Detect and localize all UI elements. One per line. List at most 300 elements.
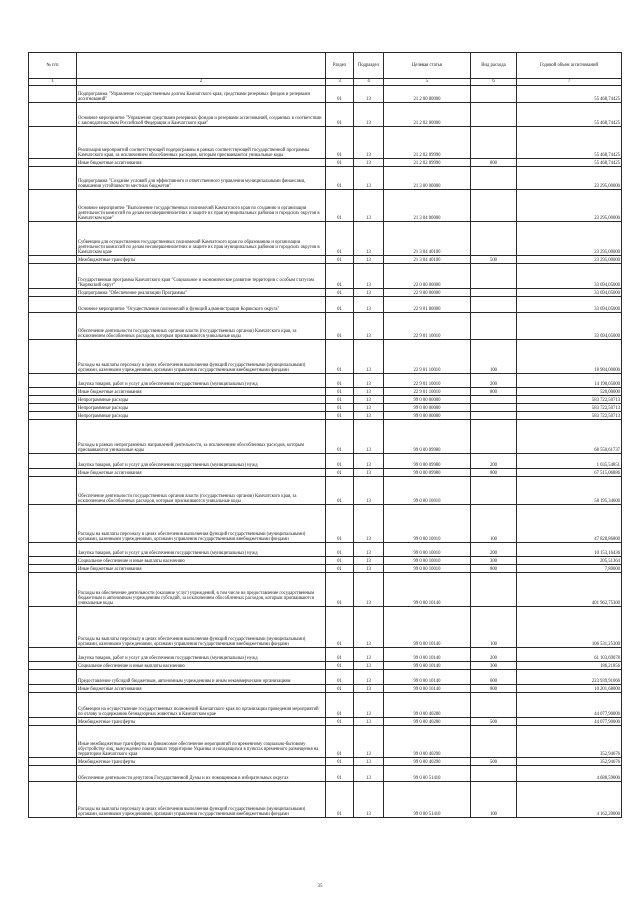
budget-allocation-table bbox=[28, 52, 622, 818]
row-expense-type bbox=[471, 573, 517, 607]
row-name: Обеспечение деятельности государственных органов власти (государственных органов) Камчатского края, за исключением обособленных расходов, которым присваиваются уникальные коды bbox=[77, 313, 326, 340]
row-podrazdel: 13 bbox=[354, 543, 384, 557]
row-target-article: 22 9 01 10010 bbox=[384, 388, 471, 396]
row-amount: 33 694,05000 bbox=[517, 313, 622, 340]
table-row bbox=[29, 693, 622, 718]
row-name: Государственная программа Камчатского края "Социальное и экономическое развитие территории с особым статусом "Корякский округ" bbox=[77, 264, 326, 289]
row-podrazdel: 13 bbox=[354, 726, 384, 758]
row-razdel: 01 bbox=[326, 412, 354, 420]
row-name: Расходы на обеспечение деятельности (оказание услуг) учреждений, в том числе на предоставление государственным бюджетным и автономным учреждениям субсидий, за исключением обособленных расходов, которым присваиваются уникальные коды bbox=[77, 573, 326, 607]
row-target-article: 21 2 02 00000 bbox=[384, 103, 471, 127]
header-podrazdel: Подраздел bbox=[354, 53, 384, 79]
table-row bbox=[29, 190, 622, 222]
row-expense-type bbox=[471, 313, 517, 340]
row-target-article: 99 0 00 10010 bbox=[384, 543, 471, 557]
header-num: № п/п bbox=[29, 53, 77, 79]
row-razdel: 01 bbox=[326, 374, 354, 388]
table-row bbox=[29, 256, 622, 264]
row-name: Субвенции на осуществление государственных полномочий Камчатского края по организации проведения мероприятий по отлову и содержанию безнадзорных животных в Камчатском крае bbox=[77, 693, 326, 718]
row-podrazdel: 13 bbox=[354, 127, 384, 159]
row-podrazdel: 13 bbox=[354, 662, 384, 670]
row-target-article: 99 0 00 10140 bbox=[384, 662, 471, 670]
row-num bbox=[29, 557, 77, 565]
row-razdel: 01 bbox=[326, 404, 354, 412]
row-amount: 583 722,50713 bbox=[517, 404, 622, 412]
row-num bbox=[29, 477, 77, 505]
row-podrazdel: 13 bbox=[354, 289, 384, 297]
row-podrazdel: 13 bbox=[354, 670, 384, 685]
header-target-article: Целевая статья bbox=[384, 53, 471, 79]
row-podrazdel: 13 bbox=[354, 469, 384, 477]
row-expense-type: 200 bbox=[471, 648, 517, 662]
row-razdel: 01 bbox=[326, 505, 354, 543]
row-expense-type: 300 bbox=[471, 662, 517, 670]
row-razdel: 01 bbox=[326, 693, 354, 718]
row-razdel: 01 bbox=[326, 718, 354, 726]
row-razdel: 01 bbox=[326, 662, 354, 670]
row-name: Закупка товаров, работ и услуг для обеспечения государственных (муниципальных) нужд bbox=[77, 374, 326, 388]
row-num bbox=[29, 505, 77, 543]
row-razdel: 01 bbox=[326, 543, 354, 557]
row-amount: 55 468,74425 bbox=[517, 86, 622, 103]
row-expense-type: 800 bbox=[471, 469, 517, 477]
row-name: Расходы на выплаты персоналу в целях обеспечения выполнения функций государственными (муниципальными) органами, казенными учреждениями, органами управления государственными внебюджетными фондами bbox=[77, 340, 326, 374]
table-row bbox=[29, 648, 622, 662]
row-name: Реализация мероприятий соответствующей подпрограммы в рамках соответствующей государственной программы Камчатского края, за исключением обособленных расходов, которым присваиваются уникальные коды bbox=[77, 127, 326, 159]
row-expense-type bbox=[471, 190, 517, 222]
row-target-article: 21 2 02 09990 bbox=[384, 159, 471, 167]
column-numbers-row bbox=[29, 79, 622, 86]
table-row bbox=[29, 454, 622, 469]
table-row bbox=[29, 758, 622, 766]
row-razdel: 01 bbox=[326, 726, 354, 758]
row-podrazdel: 13 bbox=[354, 685, 384, 693]
row-razdel: 01 bbox=[326, 557, 354, 565]
row-target-article: 21 3 00 00000 bbox=[384, 167, 471, 190]
row-target-article: 99 0 00 10010 bbox=[384, 477, 471, 505]
table-row bbox=[29, 412, 622, 420]
row-target-article: 99 0 00 00000 bbox=[384, 412, 471, 420]
column-number: 5 bbox=[384, 79, 471, 86]
row-podrazdel: 13 bbox=[354, 693, 384, 718]
table-row bbox=[29, 718, 622, 726]
row-podrazdel: 13 bbox=[354, 782, 384, 818]
row-num bbox=[29, 256, 77, 264]
table-row bbox=[29, 340, 622, 374]
table-row bbox=[29, 396, 622, 404]
row-amount: 33 694,05000 bbox=[517, 289, 622, 297]
row-num bbox=[29, 685, 77, 693]
table-row bbox=[29, 404, 622, 412]
row-num bbox=[29, 662, 77, 670]
row-target-article: 99 0 00 10140 bbox=[384, 670, 471, 685]
row-expense-type: 200 bbox=[471, 543, 517, 557]
row-num bbox=[29, 313, 77, 340]
row-name: Непрограммные расходы bbox=[77, 396, 326, 404]
row-razdel: 01 bbox=[326, 159, 354, 167]
table-body bbox=[29, 79, 622, 818]
row-podrazdel: 13 bbox=[354, 86, 384, 103]
row-amount: 223 939,91066 bbox=[517, 670, 622, 685]
row-amount: 47 828,86800 bbox=[517, 505, 622, 543]
row-amount: 4 162,20000 bbox=[517, 782, 622, 818]
row-num bbox=[29, 693, 77, 718]
row-amount: 58 195,34600 bbox=[517, 477, 622, 505]
row-expense-type bbox=[471, 420, 517, 454]
row-amount: 583 722,50713 bbox=[517, 412, 622, 420]
column-number: 6 bbox=[471, 79, 517, 86]
row-name: Социальное обеспечение и иные выплаты населению bbox=[77, 557, 326, 565]
row-amount: 44 077,90000 bbox=[517, 693, 622, 718]
table-row bbox=[29, 469, 622, 477]
row-expense-type bbox=[471, 264, 517, 289]
row-expense-type bbox=[471, 396, 517, 404]
table-row bbox=[29, 670, 622, 685]
row-razdel: 01 bbox=[326, 420, 354, 454]
row-razdel: 01 bbox=[326, 222, 354, 256]
row-target-article: 21 3 04 40100 bbox=[384, 222, 471, 256]
row-target-article: 21 3 04 00000 bbox=[384, 190, 471, 222]
row-amount: 10 153,16436 bbox=[517, 543, 622, 557]
row-expense-type bbox=[471, 222, 517, 256]
row-target-article: 99 0 00 10010 bbox=[384, 557, 471, 565]
row-amount: 67 515,06886 bbox=[517, 469, 622, 477]
row-expense-type bbox=[471, 103, 517, 127]
row-num bbox=[29, 420, 77, 454]
row-expense-type: 800 bbox=[471, 685, 517, 693]
row-expense-type: 100 bbox=[471, 340, 517, 374]
row-name: Закупка товаров, работ и услуг для обеспечения государственных (муниципальных) нужд bbox=[77, 543, 326, 557]
row-razdel: 01 bbox=[326, 766, 354, 782]
row-num bbox=[29, 103, 77, 127]
row-num bbox=[29, 297, 77, 313]
row-num bbox=[29, 454, 77, 469]
row-amount: 55 468,74425 bbox=[517, 127, 622, 159]
row-num bbox=[29, 374, 77, 388]
row-target-article: 99 0 00 10010 bbox=[384, 505, 471, 543]
row-num bbox=[29, 565, 77, 573]
table-row bbox=[29, 159, 622, 167]
row-amount: 44 077,90000 bbox=[517, 718, 622, 726]
row-num bbox=[29, 718, 77, 726]
row-name: Межбюджетные трансферты bbox=[77, 718, 326, 726]
row-name: Непрограммные расходы bbox=[77, 412, 326, 420]
row-amount: 205,51364 bbox=[517, 557, 622, 565]
row-name: Иные бюджетные ассигнования bbox=[77, 685, 326, 693]
column-number: 1 bbox=[29, 79, 77, 86]
column-number: 3 bbox=[326, 79, 354, 86]
row-expense-type bbox=[471, 167, 517, 190]
row-expense-type bbox=[471, 412, 517, 420]
row-target-article: 99 0 00 00000 bbox=[384, 396, 471, 404]
row-amount: 186,21856 bbox=[517, 662, 622, 670]
row-razdel: 01 bbox=[326, 565, 354, 573]
row-amount: 55 468,74425 bbox=[517, 159, 622, 167]
row-expense-type: 800 bbox=[471, 388, 517, 396]
row-name: Подпрограмма "Управление государственным долгом Камчатского края, средствами резервных фондов и резервами ассигнований" bbox=[77, 86, 326, 103]
row-num bbox=[29, 726, 77, 758]
row-podrazdel: 13 bbox=[354, 388, 384, 396]
row-razdel: 01 bbox=[326, 256, 354, 264]
row-expense-type: 500 bbox=[471, 256, 517, 264]
row-razdel: 01 bbox=[326, 313, 354, 340]
row-amount: 61 103,69078 bbox=[517, 648, 622, 662]
row-razdel: 01 bbox=[326, 477, 354, 505]
row-expense-type: 100 bbox=[471, 505, 517, 543]
header-razdel: Раздел bbox=[326, 53, 354, 79]
row-expense-type bbox=[471, 289, 517, 297]
row-podrazdel: 13 bbox=[354, 648, 384, 662]
row-target-article: 22 9 01 10010 bbox=[384, 374, 471, 388]
row-razdel: 01 bbox=[326, 607, 354, 648]
row-name: Иные межбюджетные трансферты на финансовое обеспечение мероприятий по временному социально-бытовому обустройству лиц, вынужденно покинувших территорию Украины и находящихся в пунктах временного размещения на территории Камчатского края bbox=[77, 726, 326, 758]
table-row bbox=[29, 313, 622, 340]
row-amount: 23 295,00000 bbox=[517, 222, 622, 256]
row-amount: 55 468,74425 bbox=[517, 103, 622, 127]
row-expense-type: 200 bbox=[471, 374, 517, 388]
row-podrazdel: 13 bbox=[354, 505, 384, 543]
row-expense-type bbox=[471, 726, 517, 758]
row-razdel: 01 bbox=[326, 573, 354, 607]
row-name: Непрограммные расходы bbox=[77, 404, 326, 412]
row-expense-type: 600 bbox=[471, 670, 517, 685]
header-name bbox=[77, 53, 326, 79]
table-row bbox=[29, 127, 622, 159]
row-podrazdel: 13 bbox=[354, 412, 384, 420]
table-row bbox=[29, 86, 622, 103]
row-target-article: 99 0 00 40280 bbox=[384, 693, 471, 718]
row-podrazdel: 13 bbox=[354, 565, 384, 573]
row-podrazdel: 13 bbox=[354, 159, 384, 167]
row-razdel: 01 bbox=[326, 289, 354, 297]
row-amount: 520,00000 bbox=[517, 388, 622, 396]
table-row bbox=[29, 607, 622, 648]
header-expense-type: Вид расхода bbox=[471, 53, 517, 79]
row-expense-type: 500 bbox=[471, 758, 517, 766]
row-target-article: 99 0 00 40290 bbox=[384, 758, 471, 766]
row-name: Иные бюджетные ассигнования bbox=[77, 469, 326, 477]
row-target-article: 22 9 01 10010 bbox=[384, 340, 471, 374]
row-podrazdel: 13 bbox=[354, 607, 384, 648]
row-razdel: 01 bbox=[326, 396, 354, 404]
row-amount: 23 295,00000 bbox=[517, 190, 622, 222]
row-razdel: 01 bbox=[326, 297, 354, 313]
row-expense-type bbox=[471, 297, 517, 313]
row-num bbox=[29, 782, 77, 818]
row-amount: 7,80000 bbox=[517, 565, 622, 573]
table-row bbox=[29, 782, 622, 818]
row-num bbox=[29, 469, 77, 477]
row-target-article: 22 9 01 10010 bbox=[384, 313, 471, 340]
row-name: Иные бюджетные ассигнования bbox=[77, 159, 326, 167]
row-name: Расходы на выплаты персоналу в целях обеспечения выполнения функций государственными (муниципальными) органами, казенными учреждениями, органами управления государственными внебюджетными фондами bbox=[77, 782, 326, 818]
row-target-article: 99 0 00 09980 bbox=[384, 454, 471, 469]
table-row bbox=[29, 297, 622, 313]
table-row bbox=[29, 685, 622, 693]
table-row bbox=[29, 167, 622, 190]
row-num bbox=[29, 758, 77, 766]
row-num bbox=[29, 412, 77, 420]
table-row bbox=[29, 726, 622, 758]
row-num bbox=[29, 404, 77, 412]
row-razdel: 01 bbox=[326, 648, 354, 662]
row-amount: 352,94676 bbox=[517, 726, 622, 758]
row-name: Межбюджетные трансферты bbox=[77, 256, 326, 264]
table-row bbox=[29, 289, 622, 297]
row-amount: 18 984,00000 bbox=[517, 340, 622, 374]
row-razdel: 01 bbox=[326, 86, 354, 103]
row-target-article: 99 0 00 10140 bbox=[384, 648, 471, 662]
column-number: 4 bbox=[354, 79, 384, 86]
row-podrazdel: 13 bbox=[354, 758, 384, 766]
table-row bbox=[29, 573, 622, 607]
row-num bbox=[29, 388, 77, 396]
row-amount: 352,94676 bbox=[517, 758, 622, 766]
row-podrazdel: 13 bbox=[354, 103, 384, 127]
header-annual-amount: Годовой объем ассигнований bbox=[517, 53, 622, 79]
table-row bbox=[29, 543, 622, 557]
row-num bbox=[29, 190, 77, 222]
row-name: Обеспечение деятельности депутатов Государственной Думы и их помощников в избирательных округах bbox=[77, 766, 326, 782]
row-razdel: 01 bbox=[326, 103, 354, 127]
row-amount: 401 962,75300 bbox=[517, 573, 622, 607]
row-name: Расходы на выплаты персоналу в целях обеспечения выполнения функций государственными (муниципальными) органами, казенными учреждениями, органами управления государственными внебюджетными фондами bbox=[77, 505, 326, 543]
table-row bbox=[29, 505, 622, 543]
row-name: Расходы в рамках непрограммных направлений деятельности, за исключением обособленных расходов, которым присваиваются уникальные коды bbox=[77, 420, 326, 454]
row-amount: 10 201,68000 bbox=[517, 685, 622, 693]
row-amount: 68 550,61737 bbox=[517, 420, 622, 454]
row-num bbox=[29, 86, 77, 103]
row-amount: 23 295,00000 bbox=[517, 167, 622, 190]
row-num bbox=[29, 648, 77, 662]
row-podrazdel: 13 bbox=[354, 454, 384, 469]
row-expense-type: 800 bbox=[471, 159, 517, 167]
row-expense-type: 100 bbox=[471, 607, 517, 648]
row-name: Межбюджетные трансферты bbox=[77, 758, 326, 766]
row-num bbox=[29, 340, 77, 374]
row-amount: 4 688,59000 bbox=[517, 766, 622, 782]
row-podrazdel: 13 bbox=[354, 557, 384, 565]
row-razdel: 01 bbox=[326, 264, 354, 289]
row-target-article: 22 0 00 00000 bbox=[384, 264, 471, 289]
row-expense-type bbox=[471, 766, 517, 782]
table-row bbox=[29, 662, 622, 670]
row-target-article: 99 0 00 10010 bbox=[384, 565, 471, 573]
row-target-article: 99 0 00 10140 bbox=[384, 685, 471, 693]
row-num bbox=[29, 264, 77, 289]
column-number: 2 bbox=[77, 79, 326, 86]
row-name: Основное мероприятие "Управление средствами резервных фондов и резервами ассигнований, созданных в соответствии с законодательством Российской Федерации и Камчатского края" bbox=[77, 103, 326, 127]
row-target-article: 99 0 00 10140 bbox=[384, 573, 471, 607]
row-podrazdel: 13 bbox=[354, 297, 384, 313]
column-number: 7 bbox=[517, 79, 622, 86]
row-expense-type: 300 bbox=[471, 557, 517, 565]
row-expense-type bbox=[471, 477, 517, 505]
row-name: Закупка товаров, работ и услуг для обеспечения государственных (муниципальных) нужд bbox=[77, 454, 326, 469]
row-podrazdel: 13 bbox=[354, 264, 384, 289]
row-razdel: 01 bbox=[326, 758, 354, 766]
table-row bbox=[29, 222, 622, 256]
row-num bbox=[29, 607, 77, 648]
row-name: Иные бюджетные ассигнования bbox=[77, 565, 326, 573]
row-num bbox=[29, 670, 77, 685]
row-num bbox=[29, 127, 77, 159]
row-expense-type bbox=[471, 86, 517, 103]
row-razdel: 01 bbox=[326, 190, 354, 222]
row-num bbox=[29, 222, 77, 256]
row-podrazdel: 13 bbox=[354, 573, 384, 607]
row-podrazdel: 13 bbox=[354, 766, 384, 782]
row-num bbox=[29, 167, 77, 190]
row-razdel: 01 bbox=[326, 340, 354, 374]
row-name: Предоставление субсидий бюджетным, автономным учреждениям и иным некоммерческим организациям bbox=[77, 670, 326, 685]
row-target-article: 99 0 00 09980 bbox=[384, 469, 471, 477]
row-razdel: 01 bbox=[326, 782, 354, 818]
row-name: Закупка товаров, работ и услуг для обеспечения государственных (муниципальных) нужд bbox=[77, 648, 326, 662]
row-amount: 1 035,54851 bbox=[517, 454, 622, 469]
row-target-article: 99 0 00 10140 bbox=[384, 607, 471, 648]
row-podrazdel: 13 bbox=[354, 256, 384, 264]
row-target-article: 21 2 00 00000 bbox=[384, 86, 471, 103]
table-row bbox=[29, 420, 622, 454]
row-expense-type: 200 bbox=[471, 454, 517, 469]
row-amount: 33 694,05000 bbox=[517, 264, 622, 289]
table-row bbox=[29, 388, 622, 396]
row-name: Расходы на выплаты персоналу в целях обеспечения выполнения функций государственными (муниципальными) органами, казенными учреждениями, органами управления государственными внебюджетными фондами bbox=[77, 607, 326, 648]
row-amount: 583 722,50713 bbox=[517, 396, 622, 404]
row-razdel: 01 bbox=[326, 685, 354, 693]
row-name: Социальное обеспечение и иные выплаты населению bbox=[77, 662, 326, 670]
row-expense-type bbox=[471, 693, 517, 718]
row-name: Основное мероприятие "Осуществление полномочий и функций администрации Корякского округа" bbox=[77, 297, 326, 313]
row-podrazdel: 13 bbox=[354, 404, 384, 412]
row-amount: 23 295,00000 bbox=[517, 256, 622, 264]
row-amount: 106 531,25300 bbox=[517, 607, 622, 648]
row-target-article: 99 0 00 51410 bbox=[384, 782, 471, 818]
table-row bbox=[29, 374, 622, 388]
row-num bbox=[29, 396, 77, 404]
row-podrazdel: 13 bbox=[354, 167, 384, 190]
row-podrazdel: 13 bbox=[354, 718, 384, 726]
row-razdel: 01 bbox=[326, 469, 354, 477]
row-target-article: 99 0 00 40290 bbox=[384, 726, 471, 758]
row-expense-type: 100 bbox=[471, 782, 517, 818]
row-target-article: 22 9 00 00000 bbox=[384, 289, 471, 297]
row-target-article: 21 3 04 40100 bbox=[384, 256, 471, 264]
row-razdel: 01 bbox=[326, 454, 354, 469]
row-podrazdel: 13 bbox=[354, 374, 384, 388]
row-expense-type bbox=[471, 404, 517, 412]
row-name: Основное мероприятие "Выполнение государственных полномочий Камчатского края по созданию и организации деятельности комиссий по делам несовершеннолетних и защите их прав муниципальных районов и городских округов в Камчатском крае" bbox=[77, 190, 326, 222]
table-row bbox=[29, 766, 622, 782]
row-amount: 14 190,05000 bbox=[517, 374, 622, 388]
row-target-article: 21 2 02 09990 bbox=[384, 127, 471, 159]
row-podrazdel: 13 bbox=[354, 190, 384, 222]
row-name: Субвенции для осуществления государственных полномочий Камчатского края по образованию и организации деятельности комиссий по делам несовершеннолетних и защите их прав муниципальных районов и городских округов в Камчатском крае bbox=[77, 222, 326, 256]
row-num bbox=[29, 573, 77, 607]
row-name: Подпрограмма "Создание условий для эффективного и ответственного управления муниципальными финансами, повышения устойчивости местных бюджетов" bbox=[77, 167, 326, 190]
table-row bbox=[29, 565, 622, 573]
row-num bbox=[29, 543, 77, 557]
row-target-article: 99 0 00 09980 bbox=[384, 420, 471, 454]
row-expense-type: 500 bbox=[471, 718, 517, 726]
row-name: Обеспечение деятельности государственных органов власти (государственных органов) Камчатского края, за исключением обособленных расходов, которым присваиваются уникальные коды bbox=[77, 477, 326, 505]
row-razdel: 01 bbox=[326, 388, 354, 396]
row-target-article: 99 0 00 00000 bbox=[384, 404, 471, 412]
row-expense-type bbox=[471, 127, 517, 159]
row-expense-type: 800 bbox=[471, 565, 517, 573]
row-podrazdel: 13 bbox=[354, 222, 384, 256]
